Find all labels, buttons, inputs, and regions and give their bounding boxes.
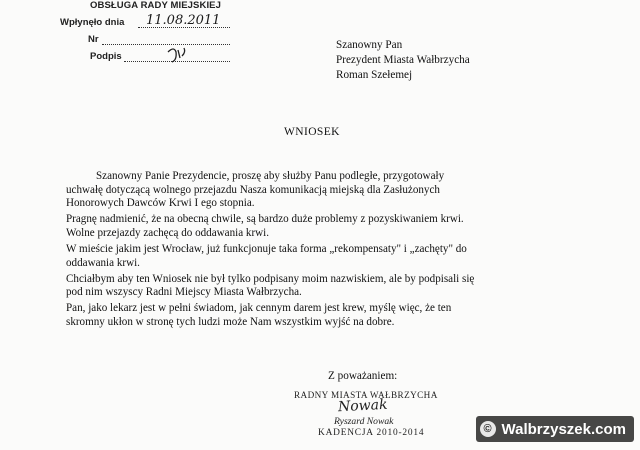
councillor-stamp: RADNY MIASTA WAŁBRZYCHA	[294, 390, 438, 400]
closing-regards: Z poważaniem:	[328, 370, 398, 382]
registration-stamp	[60, 0, 230, 64]
paragraph-5	[66, 302, 566, 329]
copyright-icon: ©	[480, 421, 496, 437]
body-line: oddawania krwi.	[66, 256, 140, 269]
stamp-received-row	[60, 17, 124, 28]
recipient-line-1: Szanowny Pan	[336, 39, 403, 51]
stamp-signature-row	[90, 51, 122, 62]
body-line: Pan, jako lekarz jest w pełni świadom, jak cennym darem jest krew, myślę więc, że ten	[66, 302, 452, 315]
recipient-line-2: Prezydent Miasta Wałbrzycha	[336, 54, 470, 66]
watermark-text: Walbrzyszek.com	[501, 420, 626, 438]
handwritten-signature: Nowak	[337, 396, 388, 416]
recipient-line-3: Roman Szełemej	[336, 69, 413, 81]
stamp-title: OBSŁUGA RADY MIEJSKIEJ	[90, 0, 222, 11]
paragraph-4	[66, 273, 566, 300]
body-line: Chciałbym aby ten Wniosek nie był tylko podpisany moim nazwiskiem, ale by podpisali się	[66, 272, 475, 285]
paragraph-1	[66, 170, 566, 211]
body-line: Honorowych Dawców Krwi I ego stopnia.	[66, 197, 255, 210]
recipient-address	[336, 38, 470, 83]
letter-body	[66, 170, 566, 332]
stamp-number-row	[88, 34, 99, 45]
body-line: Pragnę nadmienić, że na obecną chwile, są bardzo duże problemy z pozyskiwaniem krwi.	[66, 213, 464, 226]
body-line: Szanowny Panie Prezydencie, proszę aby służby Panu podległe, przygotowały	[96, 170, 445, 182]
document-title: WNIOSEK	[284, 126, 340, 138]
stamp-signature-label: Podpis	[90, 51, 122, 62]
stamp-received-date: 11.08.2011	[146, 13, 221, 28]
body-line: skromny ukłon w stronę tych ludzi może Nam wszystkim wyjść na dobre.	[66, 315, 395, 328]
signatory-name: Ryszard Nowak	[334, 416, 394, 427]
stamp-initials-scribble	[164, 44, 194, 64]
paragraph-3	[66, 243, 566, 270]
body-line: uchwałę dotyczącą wolnego przejazdu Nasza komunikacją miejską dla Zasłużonych	[66, 183, 440, 196]
body-line: pod nim wszyscy Radni Miejscy Miasta Wałbrzycha.	[66, 286, 302, 299]
term-stamp: KADENCJA 2010-2014	[318, 428, 425, 438]
stamp-number-label: Nr	[88, 34, 99, 45]
paragraph-2	[66, 213, 566, 240]
site-watermark	[476, 416, 635, 442]
stamp-received-label: Wpłynęło dnia	[60, 17, 125, 28]
body-line: Wolne przejazdy zachęcą do oddawania krwi.	[66, 226, 270, 239]
body-line: W mieście jakim jest Wrocław, już funkcjonuje taka forma „rekompensaty" i „zachęty" do	[66, 242, 467, 255]
